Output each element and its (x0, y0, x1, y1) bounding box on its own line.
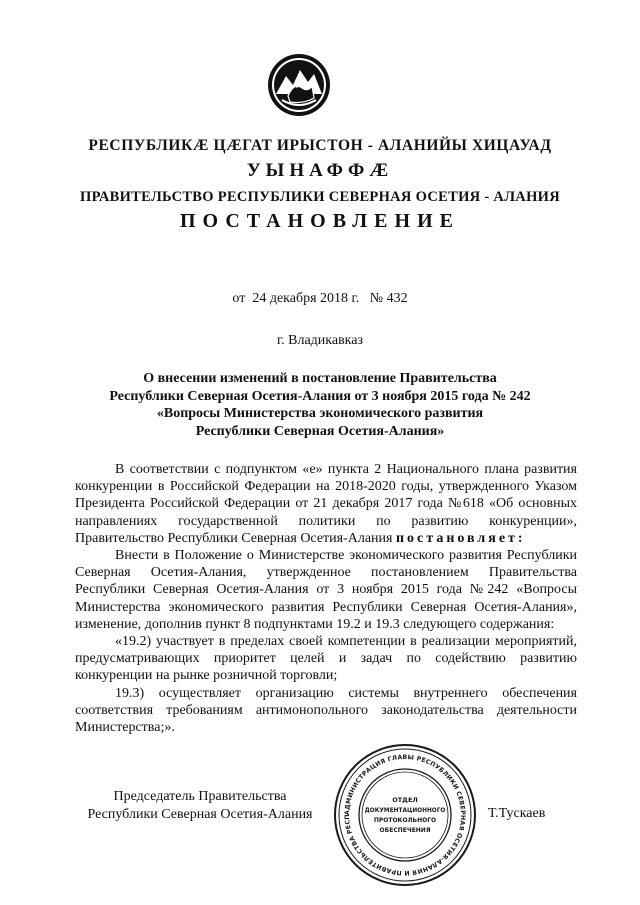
resolve-word: постановляет: (395, 530, 526, 546)
paragraph: 19.3) осуществляет организацию системы внутреннего обеспечения соответствия требованиям антимонопольного законодательства деятельности Министерства;». (75, 685, 577, 736)
title-line: Республики Северная Осетия-Алания» (195, 423, 445, 439)
signatory-position-line: Председатель Правительства (113, 789, 287, 804)
title-line: Республики Северная Осетия-Алания от 3 ноября 2015 года № 242 (109, 388, 531, 404)
title-line: О внесении изменений в постановление Правительства (143, 371, 497, 386)
paragraph: «19.2) участвует в пределах своей компетенции в реализации мероприятий, предусматривающих приоритет целей и задач по содействию развитию конкуренции на рынке розничной торговли; (75, 634, 577, 684)
document-body (75, 461, 577, 736)
document-title (60, 370, 580, 440)
header-ossetian-republic: РЕСПУБЛИКӔ ЦӔГАТ ИРЫСТОН - АЛАНИЙЫ ХИЦАУАД (88, 137, 552, 154)
coat-of-arms-icon (266, 52, 332, 118)
header-ossetian-decree: УЫНАФФӔ (246, 160, 394, 181)
paragraph-text: В соответствии с подпунктом «е» пункта 2 Национального плана развития конкуренции в Российской Федерации на 2018-2020 годы, утвержденного Указом Президента Российской Федерации от 21 декабря 2017 года №618 «Об основных направлениях государственной политики по развитию конкуренции», Правительство Республики Северная Осетия-Алания (75, 462, 577, 546)
seal-center-line: ПРОТОКОЛЬНОГО (373, 817, 437, 824)
paragraph: Внести в Положение о Министерстве экономического развития Республики Северная Осетия-Алания, утвержденное постановлением Правительства Республики Северная Осетия-Алания от 3 ноября 2015 года №242 «Вопросы Министерства экономического развития Республики Северная Осетия-Алания», изменение, дополнив пункт 8 подпунктами 19.2 и 19.3 следующего содержания: (75, 548, 577, 632)
signatory-position-line: Республики Северная Осетия-Алания (87, 807, 313, 822)
seal-center-line: ОБЕСПЕЧЕНИЯ (379, 827, 431, 834)
official-seal (330, 740, 480, 890)
header-government: ПРАВИТЕЛЬСТВО РЕСПУБЛИКИ СЕВЕРНАЯ ОСЕТИЯ - АЛАНИЯ (79, 189, 560, 205)
city-line: г. Владикавказ (276, 333, 364, 348)
signatory-name: Т.Тускаев (488, 806, 546, 821)
seal-ring-text: АДМИНИСТРАЦИЯ ГЛАВЫ РЕСПУБЛИКИ СЕВЕРНАЯ ОСЕТИЯ-АЛАНИЯ И ПРАВИТЕЛЬСТВА РЕСП (343, 753, 467, 877)
seal-center-line: ДОКУМЕНТАЦИОННОГО (364, 808, 446, 814)
signatory-position (75, 788, 325, 824)
paragraph (75, 461, 577, 547)
date-number-line: от 24 декабря 2018 г. № 432 (232, 291, 408, 306)
title-line: «Вопросы Министерства экономического развития (156, 406, 484, 421)
seal-center-line: ОТДЕЛ (392, 796, 418, 804)
header-decree: ПОСТАНОВЛЕНИЕ (180, 210, 460, 232)
